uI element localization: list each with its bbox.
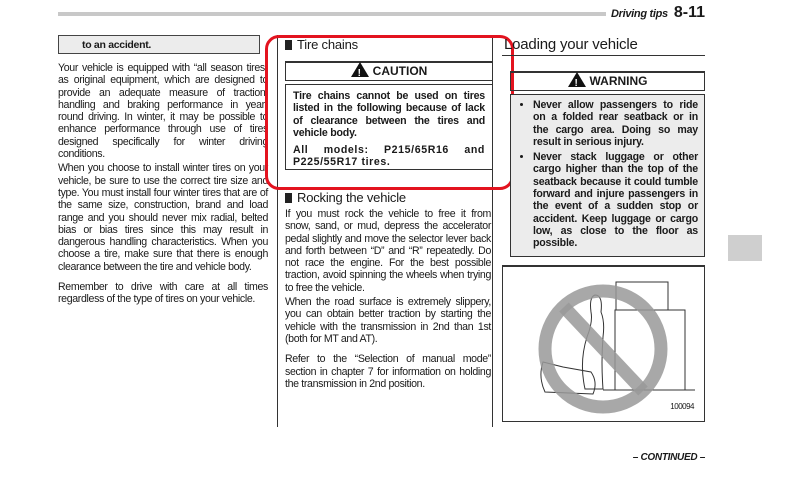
figure-number: 100094 <box>670 402 694 411</box>
loading-heading <box>502 36 705 56</box>
warning-box <box>510 94 705 257</box>
warning-header <box>510 71 705 91</box>
paragraph: If you must rock the vehicle to free it from snow, sand, or mud, depress the accelerator pedal slightly and move the selector lever back and forth between “D” and “R” repeatedly. Do not race the engine. For the best possible traction, avoid spinning the wheels when trying to free the vehicle. <box>285 208 491 294</box>
middle-column-text <box>285 208 491 392</box>
caution-text: Tire chains cannot be used on tires listed in the following because of lack of clearance between the tires and vehicle body. <box>293 90 485 139</box>
models-text: All models: P215/65R16 and P225/55R17 tires. <box>293 144 485 169</box>
page-number: 8-11 <box>673 4 705 21</box>
paragraph: Remember to drive with care at all times regardless of the type of tires on your vehicle. <box>58 281 268 306</box>
heading-text: Rocking the vehicle <box>297 190 406 205</box>
header-bar <box>58 12 606 16</box>
section-title: Driving tips <box>610 8 668 20</box>
heading-marker-icon <box>285 193 292 203</box>
highlight-outline <box>265 35 514 190</box>
heading-text: Tire chains <box>297 37 358 52</box>
paragraph: When the road surface is extremely slippery, you can obtain better traction by starting the vehicle with the transmission in 2nd than 1st (both for MT and AT). <box>285 296 491 345</box>
warning-item: • Never stack luggage or other cargo higher than the top of the seatback because it could tumble forward and injure passengers in the event of a sudden stop or accident. Keep luggage or cargo low, as close to the floor as possible. <box>533 151 698 249</box>
paragraph: When you choose to install winter tires on your vehicle, be sure to use the correct tire size and type. You must install four winter tires that are of the same size, construction, brand and load range and you should never mix radial, belted bias or bias tires since this may result in dangerous handling characteristics. When you choose a tire, make sure that there is enough clearance between the tire and vehicle body. <box>58 162 268 273</box>
continued-label: – CONTINUED – <box>632 452 705 463</box>
warning-item: • Never allow passengers to ride on a folded rear seatback or in the cargo area. Doing so may result in serious injury. <box>533 99 698 148</box>
paragraph: Refer to the “Selection of manual mode” section in chapter 7 for information on holding the transmission in 2nd position. <box>285 353 491 390</box>
caution-label: CAUTION <box>372 64 428 78</box>
loading-illustration <box>502 265 705 422</box>
page-header <box>611 4 705 22</box>
no-stacking-icon <box>503 267 704 422</box>
paragraph: Your vehicle is equipped with “all season tires” as original equipment, which are designed to provide an adequate measure of traction, handling and braking performance in year-round driving. In winter, it may be possible to enhance performance through use of tires designed specifically for winter driving conditions. <box>58 62 268 161</box>
chapter-tab <box>728 235 762 261</box>
warning-triangle-icon <box>568 72 586 87</box>
heading-text: Loading your vehicle <box>504 36 638 53</box>
rocking-heading <box>285 190 406 205</box>
warning-label: WARNING <box>589 74 648 88</box>
left-column-text <box>58 62 268 308</box>
continued-warning-box: to an accident. <box>58 35 260 54</box>
